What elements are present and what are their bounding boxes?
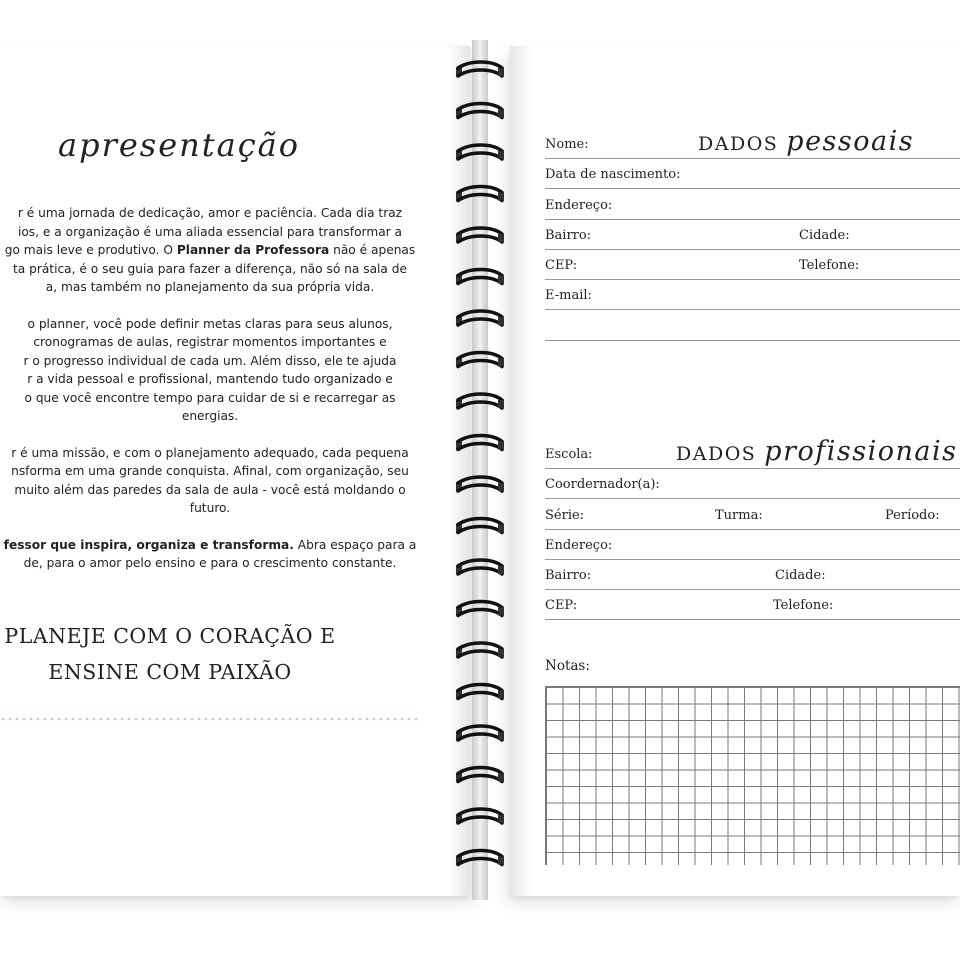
field-bairro-cidade[interactable] (545, 219, 960, 250)
intro-paragraph-3 (0, 444, 470, 518)
heading-script: pessoais (786, 126, 915, 157)
divider-dot (317, 718, 320, 721)
text-line: go mais leve e produtivo. O (4, 243, 177, 257)
field-label: Escola: (545, 447, 593, 462)
spiral-ring (456, 436, 504, 450)
spiral-ring (456, 228, 504, 242)
divider-dot (72, 718, 75, 721)
divider-dot (394, 718, 397, 721)
divider-dot (359, 718, 362, 721)
divider-dot (114, 718, 117, 721)
field-label: Bairro: (545, 568, 592, 583)
divider-dot (219, 718, 222, 721)
divider-dot (44, 718, 47, 721)
field-label: Turma: (715, 508, 763, 523)
text-line: ios, e a organização é uma aliada essencial para transformar a (17, 224, 403, 239)
divider-dot (296, 718, 299, 721)
text-line: o planner, você pode definir metas claras para seus alunos, (27, 316, 393, 331)
field-cep-telefone[interactable] (545, 249, 960, 280)
field-label: CEP: (545, 258, 578, 273)
intro-paragraph-1 (0, 204, 470, 297)
spiral-ring (456, 394, 504, 408)
divider-dot (93, 718, 96, 721)
divider-dot (345, 718, 348, 721)
text-line: ta prática, é o seu guia para fazer a diferença, não só na sala de (12, 261, 408, 276)
field-label: Telefone: (799, 258, 860, 273)
slogan-line-1: PLANEJE COM O CORAÇÃO E (4, 624, 336, 648)
field-label: Endereço: (545, 538, 613, 553)
spiral-ring (456, 62, 504, 76)
right-page-gutter-shadow (510, 46, 532, 896)
field-cep-telefone-prof[interactable] (545, 589, 960, 620)
field-label: Série: (545, 508, 585, 523)
divider-dot (79, 718, 82, 721)
text-line: r é uma jornada de dedicação, amor e paciência. Cada dia traz (17, 206, 403, 220)
divider-dot (282, 718, 285, 721)
divider-dot (198, 718, 201, 721)
field-serie-turma-periodo[interactable] (545, 499, 960, 530)
divider-dot (226, 718, 229, 721)
slogan-line-2: ENSINE COM PAIXÃO (48, 660, 292, 684)
spiral-ring (456, 643, 504, 657)
divider-dot (191, 718, 194, 721)
spiral-ring (456, 809, 504, 823)
divider-dot (121, 718, 124, 721)
text-line: Abra espaço para a (293, 537, 417, 552)
spiral-ring (456, 726, 504, 740)
divider-dot (261, 718, 264, 721)
field-coordenador[interactable] (545, 468, 960, 499)
intro-paragraph-2 (0, 315, 470, 426)
right-page (510, 46, 960, 896)
heading-serif: DADOS (676, 443, 757, 465)
divider-dot (16, 718, 19, 721)
spiral-ring (456, 353, 504, 367)
field-nome[interactable] (545, 128, 960, 159)
field-label: CEP: (545, 598, 578, 613)
field-label: Coordernador(a): (545, 477, 660, 492)
field-label: Período: (885, 508, 940, 523)
divider-dot (37, 718, 40, 721)
divider-dot (163, 718, 166, 721)
divider-dot (233, 718, 236, 721)
dotted-divider (0, 716, 420, 722)
field-label: Cidade: (775, 568, 826, 583)
field-bairro-cidade-prof[interactable] (545, 559, 960, 590)
text-line: de, para o amor pelo ensino e para o crescimento constante. (23, 556, 397, 570)
divider-dot (254, 718, 257, 721)
text-line: muito além das paredes da sala de aula - você está moldando o (14, 482, 406, 497)
divider-dot (303, 718, 306, 721)
divider-dot (128, 718, 131, 721)
divider-dot (86, 718, 89, 721)
field-label: Nome: (545, 137, 589, 152)
intro-paragraph-4 (0, 536, 470, 573)
divider-dot (156, 718, 159, 721)
divider-dot (268, 718, 271, 721)
text-line: o que você encontre tempo para cuidar de si e recarregar as (24, 390, 396, 405)
notes-label: Notas: (545, 658, 590, 674)
text-line: r o progresso individual de cada um. Além disso, ele te ajuda (23, 353, 397, 368)
notes-grid[interactable] (545, 686, 960, 865)
field-endereco[interactable] (545, 189, 960, 220)
divider-dot (401, 718, 404, 721)
spiral-ring (456, 685, 504, 699)
field-data-nascimento[interactable] (545, 158, 960, 189)
divider-dot (408, 718, 411, 721)
divider-dot (184, 718, 187, 721)
intro-text (0, 204, 470, 591)
divider-dot (247, 718, 250, 721)
spiral-ring (456, 519, 504, 533)
spiral-ring (456, 477, 504, 491)
divider-dot (58, 718, 61, 721)
text-line: não é apenas (329, 243, 416, 257)
divider-dot (205, 718, 208, 721)
text-line: futuro. (189, 501, 231, 515)
planner-name-bold: Planner da Professora (176, 243, 330, 257)
field-label: Data de nascimento: (545, 167, 681, 182)
spiral-ring (456, 560, 504, 574)
divider-dot (275, 718, 278, 721)
divider-dot (352, 718, 355, 721)
divider-dot (380, 718, 383, 721)
divider-dot (100, 718, 103, 721)
divider-dot (324, 718, 327, 721)
text-line: r é uma missão, e com o planejamento adequado, cada pequena (11, 445, 409, 460)
text-line: nsforma em uma grande conquista. Afinal, com organização, seu (11, 464, 409, 478)
divider-dot (30, 718, 33, 721)
divider-dot (65, 718, 68, 721)
divider-dot (338, 718, 341, 721)
divider-dot (373, 718, 376, 721)
divider-dot (387, 718, 390, 721)
text-line: cronogramas de aulas, registrar momentos importantes e (33, 335, 387, 349)
apresentacao-title: apresentação (58, 126, 300, 164)
spiral-ring (456, 311, 504, 325)
spiral-ring (456, 187, 504, 201)
spiral-ring (456, 768, 504, 782)
text-line: energias. (181, 409, 239, 423)
field-escola[interactable] (545, 438, 960, 469)
field-label: Cidade: (799, 228, 850, 243)
divider-dot (142, 718, 145, 721)
left-page (0, 46, 470, 896)
divider-dot (170, 718, 173, 721)
field-email-extra-line[interactable] (545, 310, 960, 341)
text-line: a, mas também no planejamento da sua própria vida. (45, 280, 375, 294)
divider-dot (135, 718, 138, 721)
spiral-binding (452, 46, 512, 896)
field-endereco-prof[interactable] (545, 529, 960, 560)
divider-dot (149, 718, 152, 721)
spiral-ring (456, 145, 504, 159)
closing-bold: fessor que inspira, organiza e transforma. (3, 537, 294, 552)
divider-dot (289, 718, 292, 721)
divider-dot (107, 718, 110, 721)
spiral-ring (456, 602, 504, 616)
field-label: Endereço: (545, 198, 613, 213)
field-label: Bairro: (545, 228, 592, 243)
heading-script: profissionais (764, 436, 958, 467)
spiral-ring (456, 104, 504, 118)
spiral-ring (456, 270, 504, 284)
heading-serif: DADOS (698, 133, 779, 155)
text-line: r a vida pessoal e profissional, mantendo tudo organizado e (27, 372, 393, 386)
field-label: E-mail: (545, 288, 592, 303)
divider-dot (9, 718, 12, 721)
divider-dot (366, 718, 369, 721)
divider-dot (240, 718, 243, 721)
divider-dot (212, 718, 215, 721)
divider-dot (51, 718, 54, 721)
divider-dot (2, 718, 5, 721)
divider-dot (331, 718, 334, 721)
divider-dot (310, 718, 313, 721)
field-label: Telefone: (773, 598, 834, 613)
divider-dot (415, 718, 418, 721)
divider-dot (177, 718, 180, 721)
spiral-ring (456, 851, 504, 865)
field-email[interactable] (545, 279, 960, 310)
slogan (0, 618, 340, 690)
divider-dot (23, 718, 26, 721)
